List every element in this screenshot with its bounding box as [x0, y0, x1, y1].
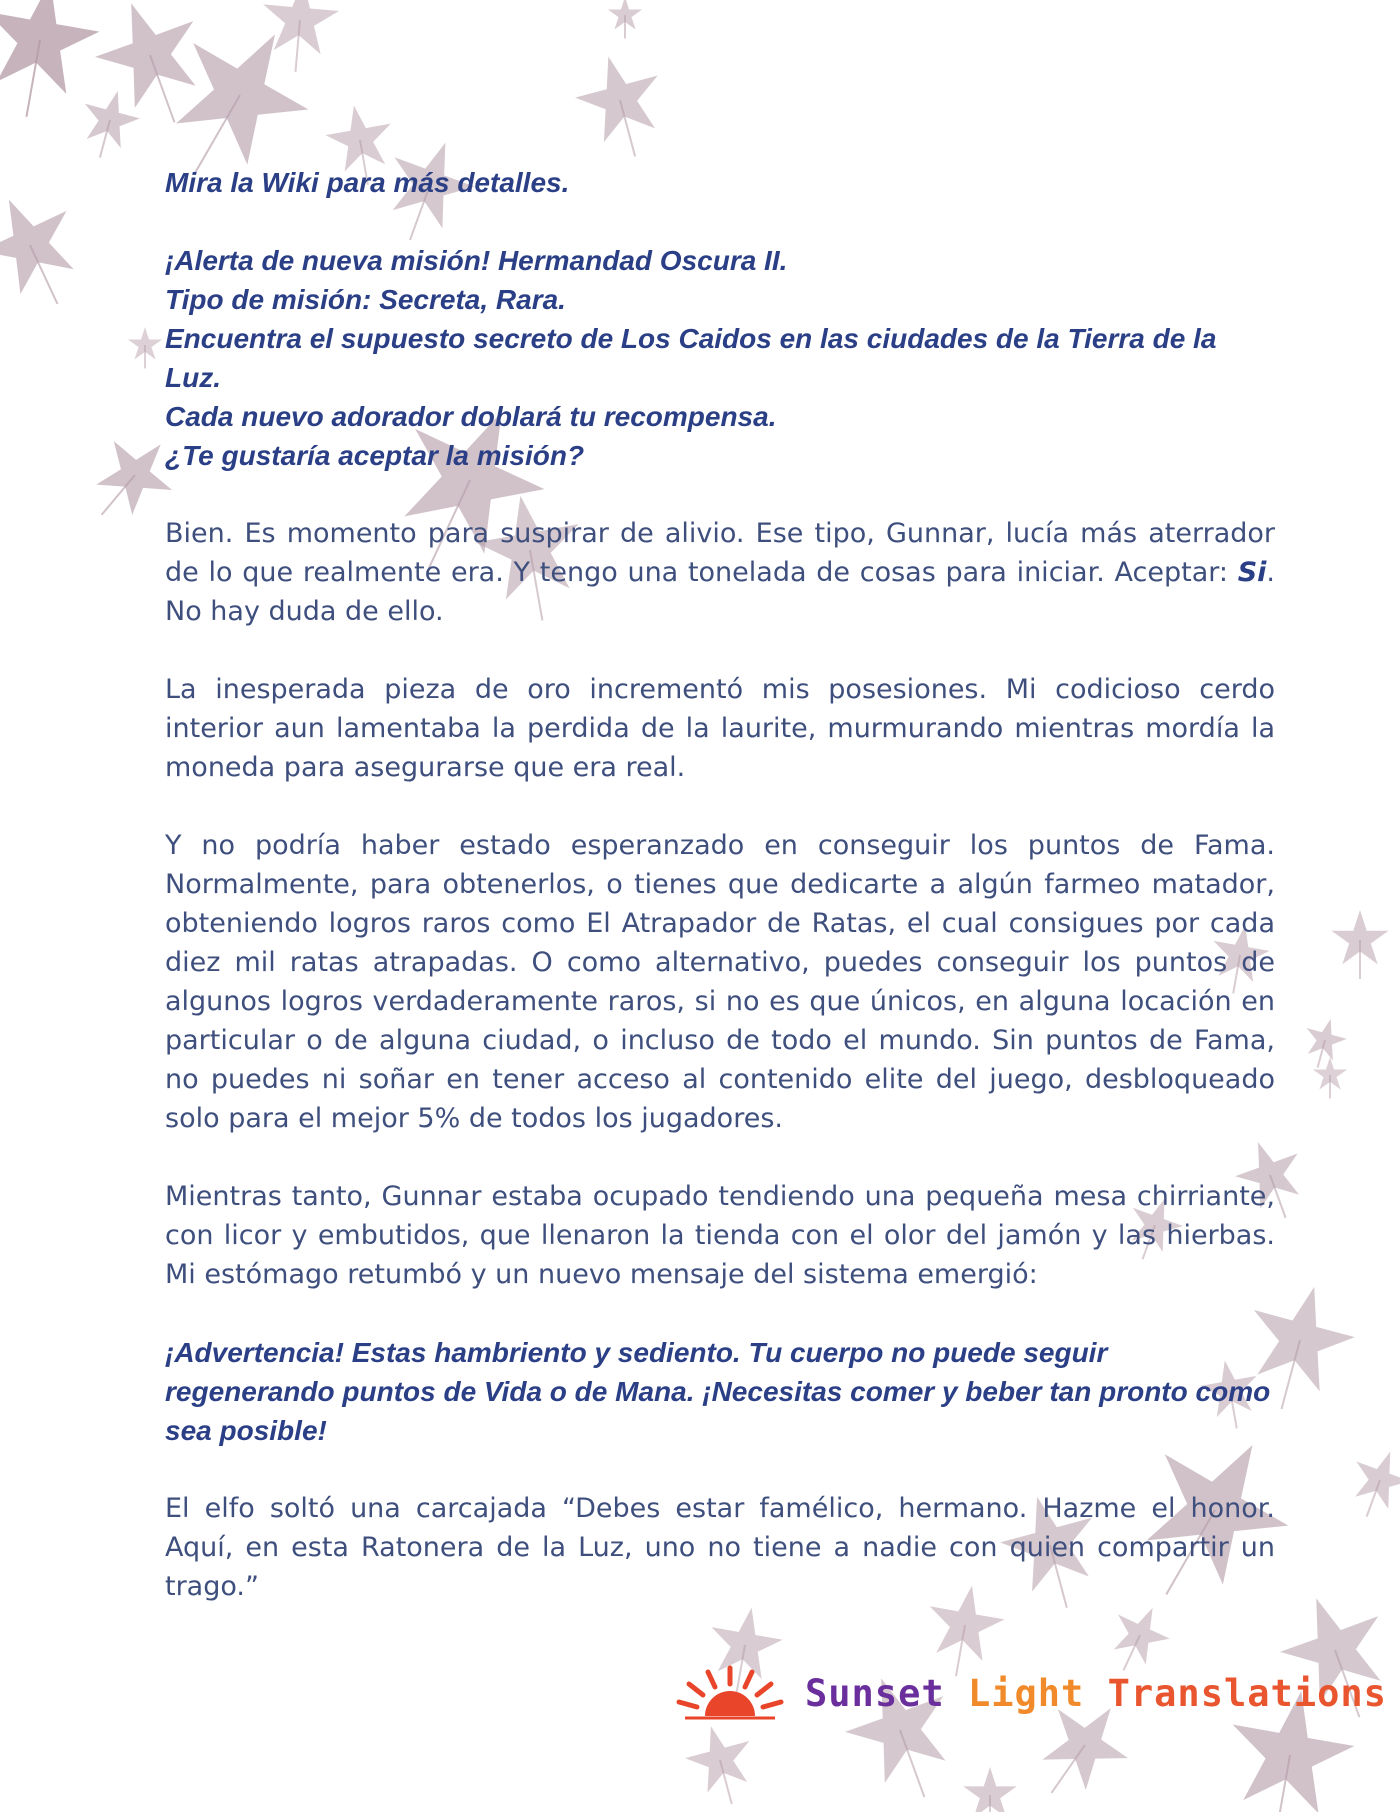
leaf-shape [72, 84, 145, 165]
quest-reward-line: Cada nuevo adorador doblará tu recompensa. [165, 401, 777, 432]
leaf-shape [679, 1718, 764, 1812]
leaf-shape [963, 1767, 1016, 1812]
paragraph-5: El elfo soltó una carcajada “Debes estar famélico, hermano. Hazme el honor. Aquí, en esta Ratonera de la Luz, uno no tiene a nadie con quien compartir un trago.” [165, 1493, 1275, 1602]
leaf-shape [608, 0, 642, 38]
system-message-warning: ¡Advertencia! Estas hambriento y sediento. Tu cuerpo no puede seguir regenerando puntos de Vida o de Mana. ¡Necesitas comer y beber tan pronto como sea posible! [165, 1337, 1271, 1446]
leaf-shape [1331, 910, 1388, 979]
paragraph-1 [165, 514, 1275, 631]
leaf-shape [567, 45, 676, 167]
paragraph-4: Mientras tanto, Gunnar estaba ocupado tendiendo una pequeña mesa chirriante, con licor y embutidos, que llenaron la tienda con el olor del jamón y las hierbas. Mi estómago retumbó y un nuevo mensaje del sistema emergió: [165, 1181, 1275, 1290]
system-message-quest [165, 241, 1275, 475]
sunset-sun-icon [675, 1664, 785, 1720]
leaf-shape [128, 327, 162, 368]
system-message-wiki [165, 163, 1275, 202]
leaf-shape [0, 180, 101, 324]
leaf-shape [258, 0, 342, 75]
document-page [165, 163, 1275, 1645]
wiki-note: Mira la Wiki para más detalles. [165, 167, 570, 198]
quest-alert-line: ¡Alerta de nueva misión! Hermandad Oscura II. [165, 245, 788, 276]
logo-word-translations: Translations [1107, 1672, 1387, 1715]
logo-word-sunset: Sunset [805, 1672, 945, 1715]
leaf-shape [1297, 1013, 1351, 1073]
quest-goal-line: Encuentra el supuesto secreto de Los Caidos en las ciudades de la Tierra de la Luz. [165, 323, 1217, 393]
quest-question-line: ¿Te gustaría aceptar la misión? [165, 440, 585, 471]
sunset-light-translations-logo [675, 1664, 1387, 1724]
paragraph-1-end: . No hay duda de ello. [165, 557, 1275, 627]
quest-type-line: Tipo de misión: Secreta, Rara. [165, 284, 566, 315]
paragraph-1-text: Bien. Es momento para suspirar de alivio. Ese tipo, Gunnar, lucía más aterrador de lo que realmente era. Y tengo una tonelada de cosas para iniciar. Aceptar: [165, 518, 1275, 588]
leaf-shape [1340, 1442, 1400, 1526]
paragraph-2: La inesperada pieza de oro incrementó mis posesiones. Mi codicioso cerdo interior aun lamentaba la perdida de la laurite, murmurando mientras mordía la moneda para asegurarse que era real. [165, 674, 1275, 783]
paragraph-3: Y no podría haber estado esperanzado en conseguir los puntos de Fama. Normalmente, para obtenerlos, o tienes que dedicarte a algún farmeo matador, obteniendo logros raros como El Atrapador de Ratas, el cual consigues por cada diez mil ratas atrapadas. O como alternativo, puedes conseguir los puntos de algunos logros verdaderamente raros, si no es que únicos, en alguna locación en particular o de alguna ciudad, o incluso de todo el mundo. Sin puntos de Fama, no puedes ni soñar en tener acceso al contenido elite del juego, desbloqueado solo para el mejor 5% de todos los jugadores. [165, 830, 1275, 1134]
logo-wordmark [805, 1672, 1387, 1715]
logo-word-light: Light [967, 1672, 1085, 1715]
accept-choice: Si [1237, 557, 1267, 588]
